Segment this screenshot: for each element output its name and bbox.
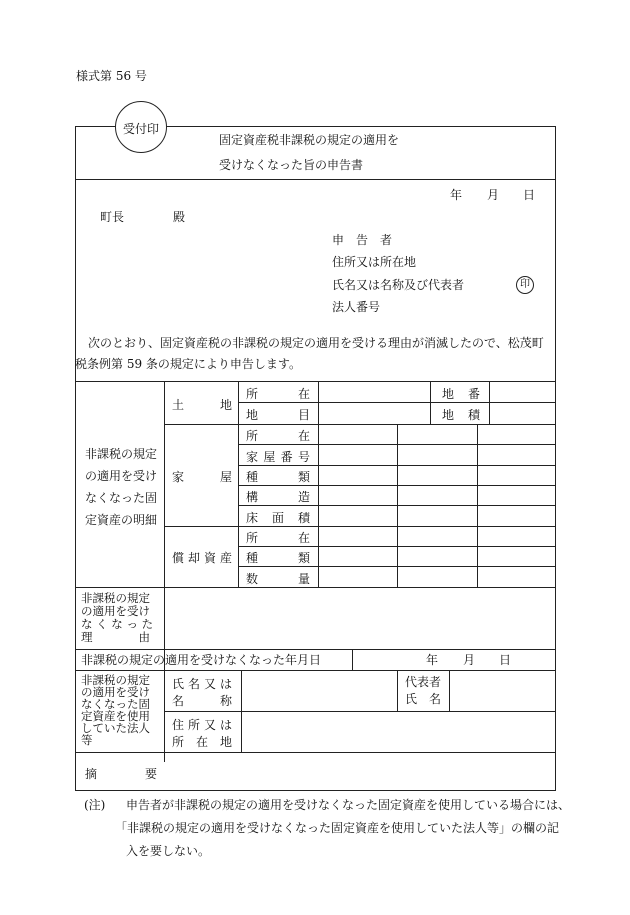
grid-line: [238, 381, 239, 587]
grid-line: [164, 526, 556, 527]
user-section-label: なくなった固: [81, 697, 150, 711]
grid-line: [238, 546, 556, 547]
statement-line-1: 次のとおり、固定資産税の非課税の規定の適用を受ける理由が消滅したので、松茂町: [88, 336, 544, 350]
addressee-office: 町長: [100, 210, 125, 224]
grid-line: [238, 444, 556, 445]
user-address-label: 所 在 地: [172, 735, 232, 749]
land-category-label: 地 目: [246, 408, 310, 422]
property-section-label: の適用を受け: [85, 469, 158, 483]
note-line-1: 申告者が非課税の規定の適用を受けなくなった固定資産を使用している場合には、: [126, 798, 571, 812]
grid-line: [352, 649, 353, 670]
user-name-label: 氏 名 又 は: [172, 677, 232, 691]
depreciable-assets-label: 償 却 資 産: [172, 551, 232, 565]
land-location-label: 所 在: [246, 387, 310, 401]
grid-line: [238, 566, 556, 567]
land-area-label: 地 積: [442, 408, 480, 422]
receipt-seal-label: 受付印: [122, 122, 159, 136]
house-location-label: 所 在: [246, 429, 310, 443]
header-divider: [75, 179, 556, 180]
grid-line: [449, 670, 450, 711]
grid-line: [164, 424, 556, 425]
depreciable-quantity-label: 数 量: [246, 572, 310, 586]
grid-line: [164, 381, 165, 762]
declarant-heading: 申 告 者: [332, 233, 393, 247]
date-day: 日: [523, 188, 536, 202]
user-name-label: 名 称: [172, 694, 232, 708]
representative-label: 代表者: [405, 675, 442, 689]
user-address-label: 住 所 又 は: [172, 718, 232, 732]
user-section-label: の適用を受け: [81, 685, 150, 699]
reason-label: な く な っ た: [81, 617, 154, 631]
declaration-divider: [75, 381, 556, 382]
property-section-label: 定資産の明細: [85, 513, 158, 527]
reason-label: の適用を受け: [81, 604, 150, 618]
grid-line: [75, 670, 556, 671]
house-number-label: 家 屋 番 号: [246, 450, 310, 464]
grid-line: [318, 381, 319, 587]
remarks-label: 摘 要: [85, 767, 157, 781]
receipt-seal-circle: [115, 101, 167, 153]
grid-line: [238, 485, 556, 486]
user-section-label: 非課税の規定: [81, 673, 150, 687]
addressee-honorific: 殿: [173, 210, 186, 224]
grid-line: [238, 402, 556, 403]
depreciable-location-label: 所 在: [246, 531, 310, 545]
land-lot-number-label: 地 番: [442, 387, 480, 401]
grid-line: [238, 505, 556, 506]
grid-line: [397, 670, 398, 711]
user-section-label: していた法人: [81, 721, 150, 735]
note-mark: (注): [84, 798, 106, 812]
grid-line: [75, 752, 556, 753]
note-line-3: 入を要しない。: [126, 844, 211, 858]
reason-label: 非課税の規定: [81, 591, 150, 605]
grid-line: [75, 587, 556, 588]
property-section-label: 非課税の規定: [85, 447, 158, 461]
grid-line: [238, 465, 556, 466]
declarant-address-label: 住所又は所在地: [332, 255, 417, 269]
user-section-label: 定資産を使用: [81, 709, 150, 723]
declarant-name-label: 氏名又は名称及び代表者: [332, 278, 465, 292]
house-type-label: 種 類: [246, 470, 310, 484]
note-line-2: 「非課税の規定の適用を受けなくなった固定資産を使用していた法人等」の欄の記: [115, 821, 560, 835]
reason-label: 理 由: [81, 630, 150, 644]
grid-line: [241, 670, 242, 752]
house-label: 家 屋: [172, 470, 232, 484]
house-structure-label: 構 造: [246, 490, 310, 504]
date-row-label: 非課税の規定の適用を受けなくなった年月日: [81, 653, 322, 667]
statement-line-2: 税条例第 59 条の規定により申告します。: [75, 357, 301, 371]
property-section-label: なくなった固: [85, 491, 158, 505]
title-line-2: 受けなくなった旨の申告書: [219, 158, 364, 172]
house-floor-area-label: 床 面 積: [246, 511, 310, 525]
date-month: 月: [487, 188, 500, 202]
seal-mark: 印: [516, 276, 534, 294]
representative-label: 氏 名: [405, 692, 442, 706]
date-row-year: 年: [426, 653, 439, 667]
date-row-day: 日: [499, 653, 512, 667]
grid-line: [164, 711, 556, 712]
declarant-corp-number-label: 法人番号: [332, 300, 381, 314]
title-line-1: 固定資産税非課税の規定の適用を: [219, 133, 400, 147]
date-year: 年: [450, 188, 463, 202]
form-number: 様式第 56 号: [76, 69, 147, 83]
user-section-label: 等: [81, 733, 93, 747]
grid-line: [75, 649, 556, 650]
date-row-month: 月: [463, 653, 476, 667]
land-label: 土 地: [172, 398, 232, 412]
depreciable-type-label: 種 類: [246, 551, 310, 565]
